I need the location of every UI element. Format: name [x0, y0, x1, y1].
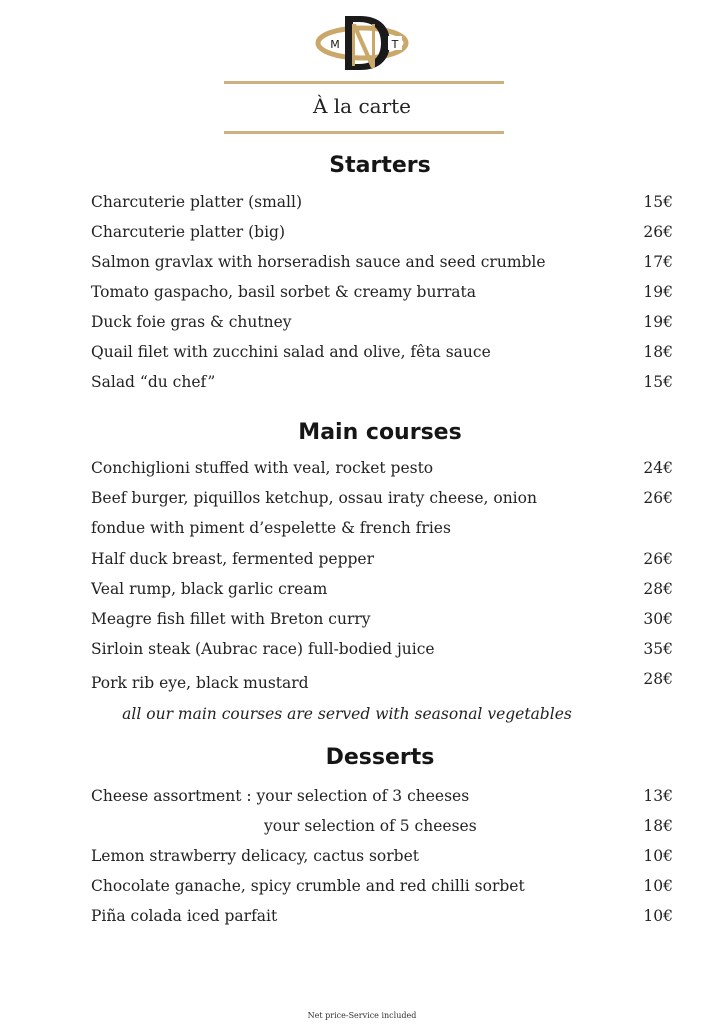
logo-letter-m: M [330, 38, 340, 51]
menu-item [91, 814, 673, 838]
item-price: 26€ [643, 489, 673, 507]
item-name: fondue with piment d’espelette & french fries [91, 519, 451, 537]
item-name: Lemon strawberry delicacy, cactus sorbet [91, 847, 419, 865]
item-name: Tomato gaspacho, basil sorbet & creamy burrata [91, 283, 476, 301]
item-price: 30€ [643, 610, 673, 628]
item-price: 13€ [643, 787, 673, 805]
item-price: 19€ [643, 313, 673, 331]
item-price: 10€ [643, 847, 673, 865]
item-name: Duck foie gras & chutney [91, 313, 292, 331]
menu-item-continuation [91, 516, 673, 540]
item-name: Pork rib eye, black mustard [91, 674, 309, 692]
menu-item [91, 280, 673, 304]
menu-item [91, 486, 673, 510]
item-name: Quail filet with zucchini salad and olive, fêta sauce [91, 343, 491, 361]
item-price: 35€ [643, 640, 673, 658]
menu-item [91, 637, 673, 661]
main-courses-note: all our main courses are served with seasonal vegetables [122, 705, 572, 723]
item-name: Salmon gravlax with horseradish sauce and seed crumble [91, 253, 546, 271]
item-name: your selection of 5 cheeses [264, 817, 477, 835]
header-divider-bottom [224, 131, 504, 134]
item-name: Chocolate ganache, spicy crumble and red chilli sorbet [91, 877, 525, 895]
menu-item [91, 220, 673, 244]
item-price: 26€ [643, 223, 673, 241]
item-price: 26€ [643, 550, 673, 568]
item-name: Salad “du chef” [91, 373, 216, 391]
item-name: Half duck breast, fermented pepper [91, 550, 375, 568]
item-price: 10€ [643, 877, 673, 895]
item-name: Cheese assortment : your selection of 3 cheeses [91, 787, 470, 805]
menu-item [91, 370, 673, 394]
item-name: Veal rump, black garlic cream [91, 580, 328, 598]
item-price: 28€ [643, 670, 673, 688]
menu-item [91, 456, 673, 480]
menu-item [91, 784, 673, 808]
item-name: Charcuterie platter (big) [91, 223, 286, 241]
header-divider-top [224, 81, 504, 84]
item-price: 15€ [643, 193, 673, 211]
item-name: Charcuterie platter (small) [91, 193, 303, 211]
item-price: 28€ [643, 580, 673, 598]
main-courses-heading: Main courses [298, 420, 462, 445]
footer-note: Net price-Service included [307, 1011, 417, 1020]
starters-heading: Starters [329, 153, 431, 178]
menu-item [91, 310, 673, 334]
item-price: 18€ [643, 817, 673, 835]
item-name: Piña colada iced parfait [91, 907, 278, 925]
item-price: 19€ [643, 283, 673, 301]
menu-item [91, 250, 673, 274]
logo-letter-t: T [391, 38, 399, 51]
desserts-heading: Desserts [325, 745, 435, 770]
item-name: Meagre fish fillet with Breton curry [91, 610, 371, 628]
item-name: Beef burger, piquillos ketchup, ossau iraty cheese, onion [91, 489, 537, 507]
menu-item [91, 667, 673, 691]
item-price: 24€ [643, 459, 673, 477]
item-price: 10€ [643, 907, 673, 925]
item-price: 18€ [643, 343, 673, 361]
item-price: 15€ [643, 373, 673, 391]
menu-item [91, 190, 673, 214]
menu-item [91, 577, 673, 601]
restaurant-logo [312, 12, 412, 74]
item-price: 17€ [643, 253, 673, 271]
menu-item [91, 547, 673, 571]
menu-item [91, 340, 673, 364]
menu-item [91, 874, 673, 898]
menu-item [91, 607, 673, 631]
menu-item [91, 844, 673, 868]
item-name: Conchiglioni stuffed with veal, rocket pesto [91, 459, 434, 477]
menu-item [91, 904, 673, 928]
item-name: Sirloin steak (Aubrac race) full-bodied juice [91, 640, 435, 658]
menu-subtitle: À la carte [312, 94, 412, 118]
